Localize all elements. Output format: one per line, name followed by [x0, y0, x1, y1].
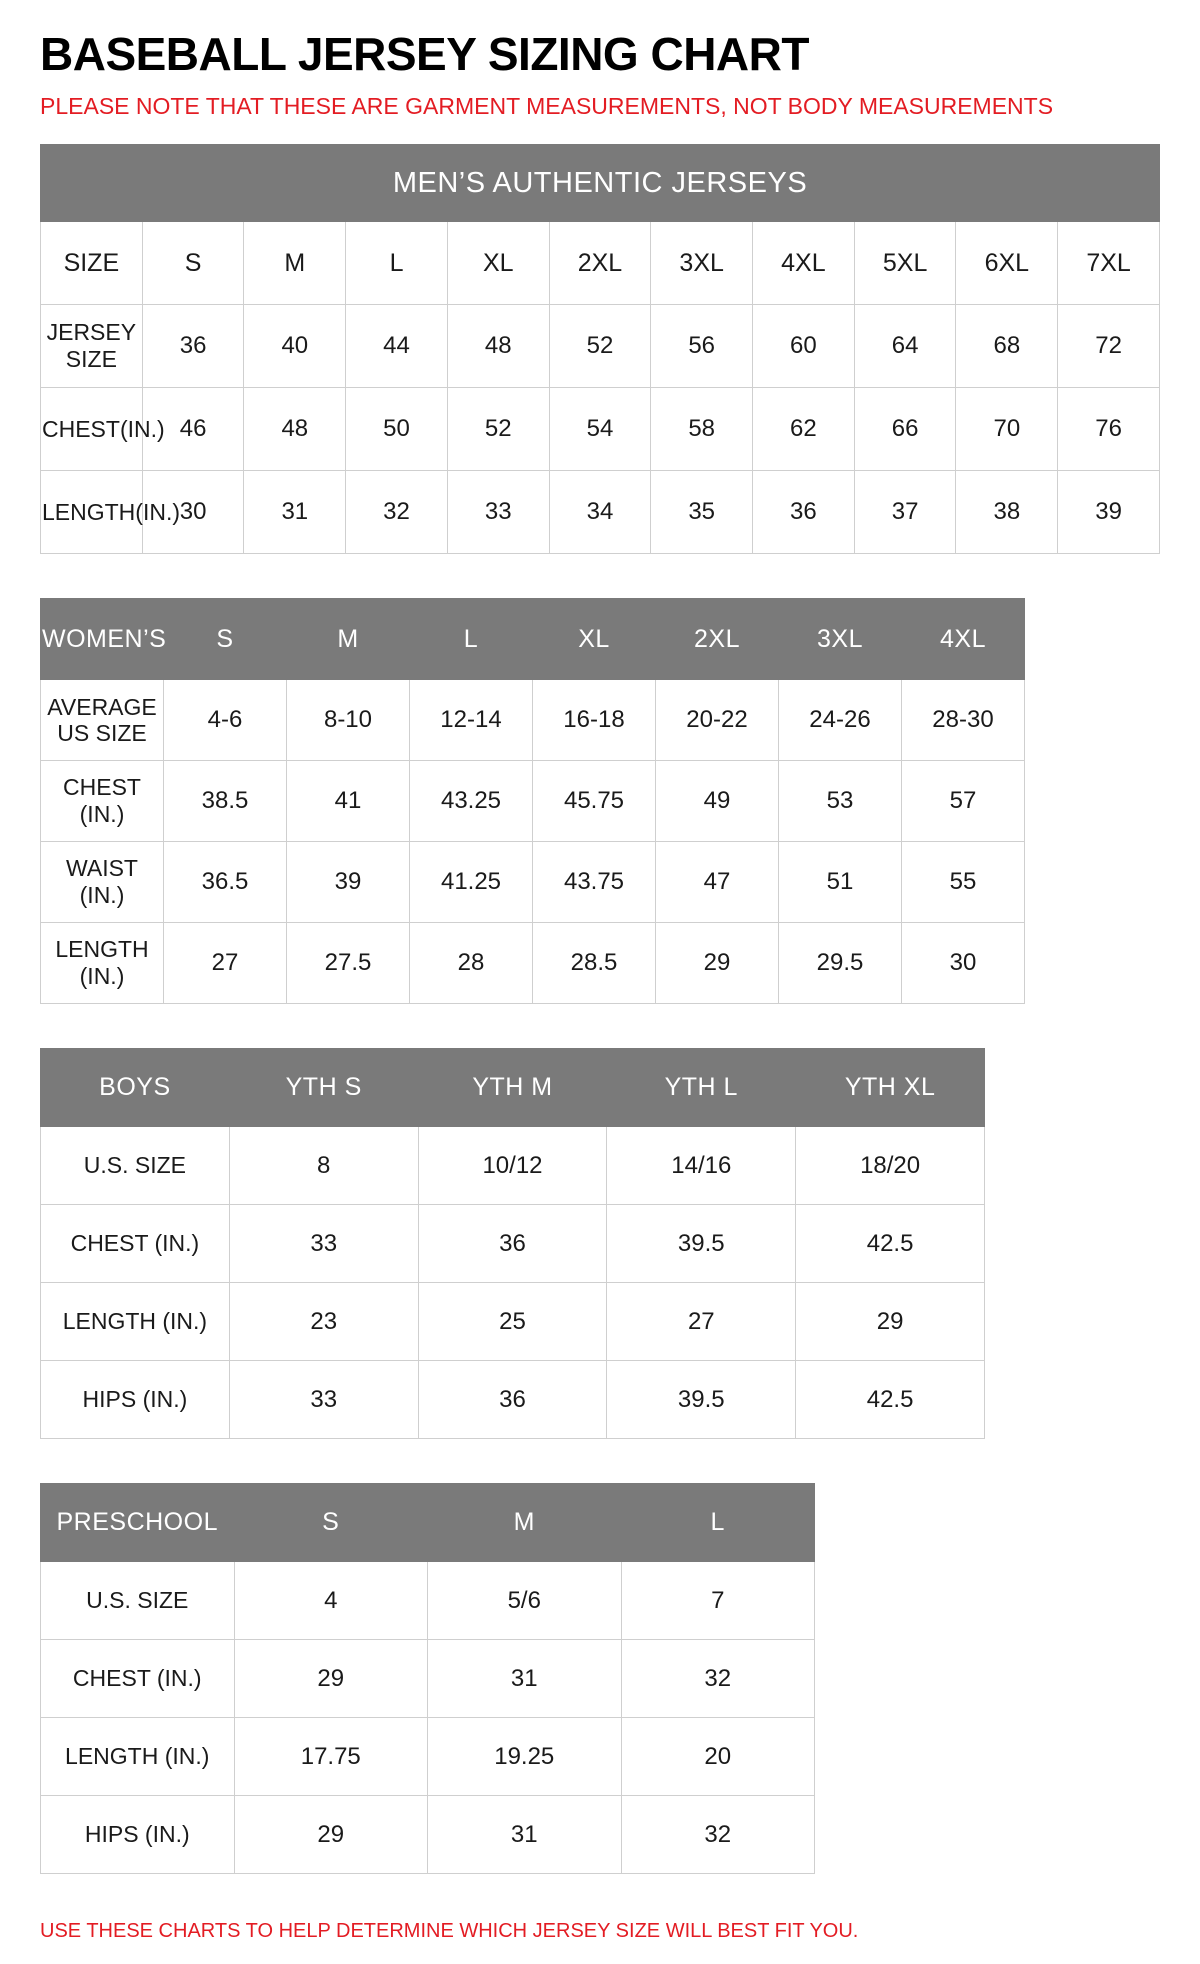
- cell: 18/20: [796, 1127, 985, 1205]
- cell: 17.75: [234, 1718, 428, 1796]
- cell: 27.5: [287, 923, 410, 1004]
- cell: 36: [142, 305, 244, 388]
- cell: 29.5: [779, 923, 902, 1004]
- cell: 28.5: [533, 923, 656, 1004]
- boys-jerseys-table: [40, 1048, 985, 1439]
- table-header-row: [41, 599, 1025, 680]
- cell: 20-22: [656, 680, 779, 761]
- column-header: M: [287, 599, 410, 680]
- cell: 32: [621, 1640, 815, 1718]
- cell: 29: [656, 923, 779, 1004]
- column-header: YTH L: [607, 1049, 796, 1127]
- cell: 43.25: [410, 761, 533, 842]
- row-label-line1: AVERAGE: [47, 693, 157, 720]
- row-label: U.S. SIZE: [41, 1562, 235, 1640]
- cell: 4XL: [753, 222, 855, 305]
- table-row: [41, 1718, 815, 1796]
- column-header: YTH M: [418, 1049, 607, 1127]
- row-label: CHEST (IN.): [41, 1205, 230, 1283]
- cell: 58: [651, 388, 753, 471]
- column-header: YTH S: [229, 1049, 418, 1127]
- table-header-row: [41, 1049, 985, 1127]
- table-row: [41, 761, 1025, 842]
- cell: XL: [447, 222, 549, 305]
- cell: 4-6: [164, 680, 287, 761]
- cell: 38.5: [164, 761, 287, 842]
- cell: 27: [164, 923, 287, 1004]
- cell: 31: [428, 1796, 622, 1874]
- cell: 7: [621, 1562, 815, 1640]
- womens-table-band-label: WOMEN’S: [41, 599, 164, 680]
- cell: 47: [656, 842, 779, 923]
- cell: 8: [229, 1127, 418, 1205]
- cell: 12-14: [410, 680, 533, 761]
- page-title: BASEBALL JERSEY SIZING CHART: [40, 28, 809, 80]
- cell: 29: [796, 1283, 985, 1361]
- cell: 41: [287, 761, 410, 842]
- row-label: HIPS (IN.): [41, 1361, 230, 1439]
- column-header: M: [428, 1484, 622, 1562]
- cell: 52: [549, 305, 651, 388]
- cell: 50: [346, 388, 448, 471]
- row-label: WAIST (IN.): [41, 842, 164, 923]
- cell: 54: [549, 388, 651, 471]
- cell: 33: [229, 1361, 418, 1439]
- cell: 19.25: [428, 1718, 622, 1796]
- cell: 14/16: [607, 1127, 796, 1205]
- cell: 70: [956, 388, 1058, 471]
- table-row: [41, 1562, 815, 1640]
- cell: 76: [1058, 388, 1160, 471]
- row-label: HIPS (IN.): [41, 1796, 235, 1874]
- cell: 43.75: [533, 842, 656, 923]
- column-header: S: [164, 599, 287, 680]
- cell: 30: [142, 471, 244, 554]
- cell: 55: [902, 842, 1025, 923]
- table-row: [41, 1361, 985, 1439]
- cell: 20: [621, 1718, 815, 1796]
- womens-jerseys-table: [40, 598, 1025, 1004]
- cell: 31: [244, 471, 346, 554]
- column-header: XL: [533, 599, 656, 680]
- cell: 31: [428, 1640, 622, 1718]
- cell: 36: [418, 1361, 607, 1439]
- cell: 48: [244, 388, 346, 471]
- cell: 36: [418, 1205, 607, 1283]
- cell: 66: [854, 388, 956, 471]
- footer-note: USE THESE CHARTS TO HELP DETERMINE WHICH JERSEY SIZE WILL BEST FIT YOU.: [40, 1920, 859, 1943]
- cell: 48: [447, 305, 549, 388]
- preschool-table-band-label: PRESCHOOL: [41, 1484, 235, 1562]
- row-label: LENGTH (IN.): [41, 1718, 235, 1796]
- table-row: [41, 923, 1025, 1004]
- cell: 37: [854, 471, 956, 554]
- cell: 39: [287, 842, 410, 923]
- cell: 30: [902, 923, 1025, 1004]
- cell: 32: [346, 471, 448, 554]
- table-header-row: [41, 1484, 815, 1562]
- cell: 64: [854, 305, 956, 388]
- cell: 39.5: [607, 1361, 796, 1439]
- cell: 24-26: [779, 680, 902, 761]
- cell: 8-10: [287, 680, 410, 761]
- row-label: SIZE: [41, 222, 143, 305]
- cell: 33: [447, 471, 549, 554]
- cell: 62: [753, 388, 855, 471]
- cell: 68: [956, 305, 1058, 388]
- table-row: [41, 388, 1160, 471]
- cell: 28-30: [902, 680, 1025, 761]
- cell: 34: [549, 471, 651, 554]
- cell: 33: [229, 1205, 418, 1283]
- cell: 27: [607, 1283, 796, 1361]
- table-row: [41, 842, 1025, 923]
- boys-table-band-label: BOYS: [41, 1049, 230, 1127]
- cell: S: [142, 222, 244, 305]
- column-header: 2XL: [656, 599, 779, 680]
- cell: 49: [656, 761, 779, 842]
- cell: 53: [779, 761, 902, 842]
- cell: 39: [1058, 471, 1160, 554]
- cell: 5XL: [854, 222, 956, 305]
- column-header: L: [410, 599, 533, 680]
- row-label: JERSEY SIZE: [41, 305, 143, 388]
- cell: 45.75: [533, 761, 656, 842]
- table-row: [41, 1205, 985, 1283]
- mens-table-band: MEN’S AUTHENTIC JERSEYS: [41, 145, 1160, 222]
- row-label: LENGTH (IN.): [41, 1283, 230, 1361]
- row-label-line2: US SIZE: [57, 720, 147, 747]
- cell: 32: [621, 1796, 815, 1874]
- cell: 29: [234, 1796, 428, 1874]
- cell: 51: [779, 842, 902, 923]
- cell: 72: [1058, 305, 1160, 388]
- table-header-row: [41, 145, 1160, 222]
- cell: 40: [244, 305, 346, 388]
- row-label: CHEST (IN.): [41, 1640, 235, 1718]
- table-row: [41, 222, 1160, 305]
- cell: M: [244, 222, 346, 305]
- cell: 10/12: [418, 1127, 607, 1205]
- row-label: U.S. SIZE: [41, 1127, 230, 1205]
- cell: 46: [142, 388, 244, 471]
- cell: 4: [234, 1562, 428, 1640]
- measurement-note: PLEASE NOTE THAT THESE ARE GARMENT MEASUREMENTS, NOT BODY MEASUREMENTS: [40, 93, 1054, 120]
- cell: 28: [410, 923, 533, 1004]
- cell: 29: [234, 1640, 428, 1718]
- cell: 42.5: [796, 1205, 985, 1283]
- cell: 2XL: [549, 222, 651, 305]
- cell: L: [346, 222, 448, 305]
- cell: 41.25: [410, 842, 533, 923]
- cell: 60: [753, 305, 855, 388]
- cell: 36: [753, 471, 855, 554]
- cell: 52: [447, 388, 549, 471]
- cell: 38: [956, 471, 1058, 554]
- table-row: [41, 471, 1160, 554]
- table-row: [41, 305, 1160, 388]
- column-header: S: [234, 1484, 428, 1562]
- row-label: LENGTH (IN.): [41, 923, 164, 1004]
- table-row: [41, 1127, 985, 1205]
- table-row: [41, 1796, 815, 1874]
- row-label: CHEST(IN.): [41, 388, 143, 471]
- column-header: YTH XL: [796, 1049, 985, 1127]
- column-header: L: [621, 1484, 815, 1562]
- cell: 7XL: [1058, 222, 1160, 305]
- cell: 25: [418, 1283, 607, 1361]
- cell: 6XL: [956, 222, 1058, 305]
- cell: 35: [651, 471, 753, 554]
- row-label: CHEST (IN.): [41, 761, 164, 842]
- cell: 44: [346, 305, 448, 388]
- cell: 57: [902, 761, 1025, 842]
- cell: 36.5: [164, 842, 287, 923]
- row-label: LENGTH(IN.): [41, 471, 143, 554]
- cell: 42.5: [796, 1361, 985, 1439]
- table-row: [41, 1283, 985, 1361]
- table-row: [41, 680, 1025, 761]
- column-header: 3XL: [779, 599, 902, 680]
- mens-authentic-jerseys-table: [40, 144, 1160, 554]
- column-header: 4XL: [902, 599, 1025, 680]
- table-row: [41, 1640, 815, 1718]
- cell: 23: [229, 1283, 418, 1361]
- cell: 16-18: [533, 680, 656, 761]
- row-label: [41, 680, 164, 761]
- preschool-jerseys-table: [40, 1483, 815, 1874]
- cell: 5/6: [428, 1562, 622, 1640]
- cell: 56: [651, 305, 753, 388]
- cell: 39.5: [607, 1205, 796, 1283]
- cell: 3XL: [651, 222, 753, 305]
